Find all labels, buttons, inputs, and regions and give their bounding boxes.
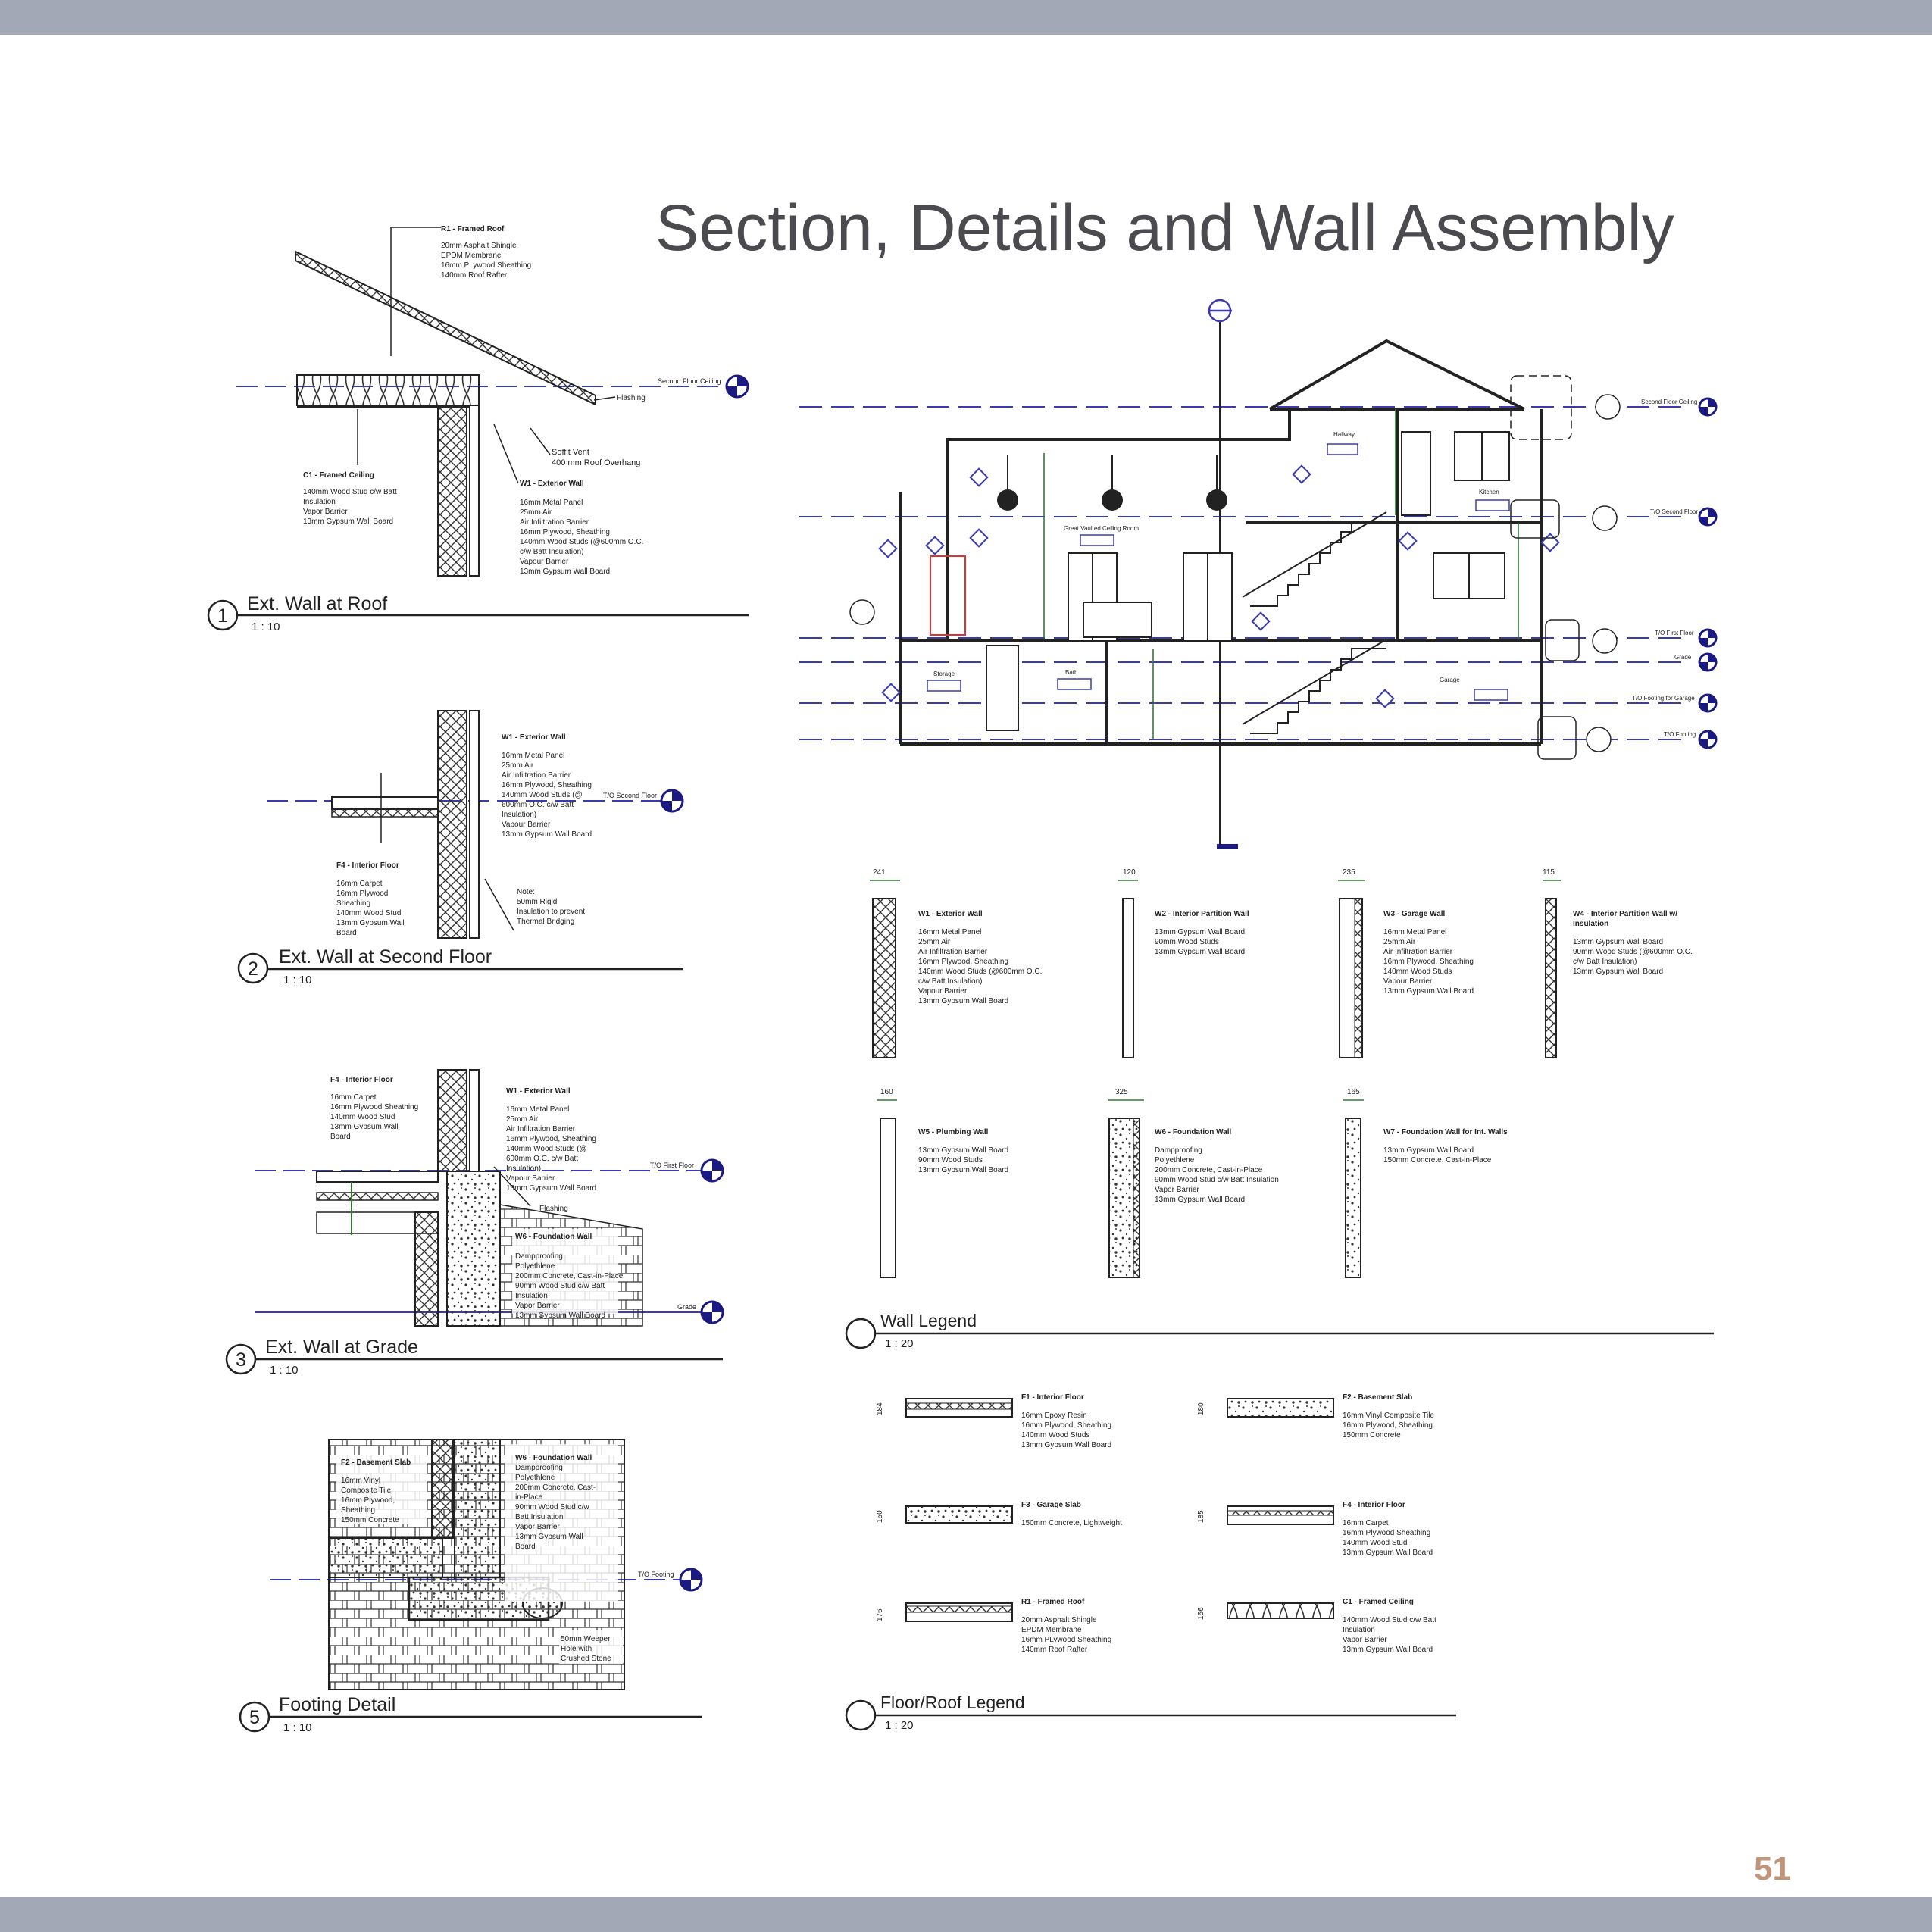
exterior-wall-section <box>438 1070 467 1171</box>
svg-text:T/O Footing: T/O Footing <box>1664 731 1696 738</box>
svg-text:F4 - Interior Floor 16: F4 - Interior Floor 16mm Carpet 16mm Plywood Sheathing 140mm Wood Stud 13mm Gypsum Wall Board <box>1343 1501 1433 1557</box>
svg-text:Kitchen: Kitchen <box>1479 489 1499 496</box>
detail-reference-boxes <box>1511 376 1579 759</box>
slide-title: Section, Details and Wall Assembly <box>655 192 1674 264</box>
detail-title: Footing Detail <box>279 1694 396 1715</box>
floor-f3 <box>876 1501 1122 1527</box>
foundation-wall <box>455 1440 500 1577</box>
level-label: T/O Footing <box>638 1571 674 1578</box>
svg-text:235: 235 <box>1343 868 1355 877</box>
detail-title: Ext. Wall at Grade <box>265 1336 418 1358</box>
svg-text:Great Vaulted Ceiling Room: Great Vaulted Ceiling Room <box>1064 525 1140 532</box>
svg-text:184: 184 <box>876 1402 884 1415</box>
svg-text:R1 - Framed Roof 20mm: R1 - Framed Roof 20mm Asphalt Shingle EPDM Membrane 16mm PLywood Sheathing 140mm Roof Rafter <box>1021 1598 1112 1654</box>
detail-2-tag <box>239 946 683 986</box>
floor-assembly <box>317 1171 438 1182</box>
callout-flashing: Flashing <box>539 1205 568 1213</box>
wall-legend-tag <box>846 1311 1714 1350</box>
floor-legend-title: Floor/Roof Legend <box>880 1693 1025 1712</box>
detail-number: 5 <box>249 1707 260 1728</box>
wall-w6 <box>1108 1088 1281 1277</box>
detail-1-tag <box>208 593 749 633</box>
svg-text:325: 325 <box>1115 1088 1128 1096</box>
callout-flashing: Flashing <box>617 394 646 402</box>
detail-5-footing <box>240 1440 702 1734</box>
svg-text:W1 - Exterior Wall 16m: W1 - Exterior Wall 16mm Metal Panel 25mm Air Air Infiltration Barrier 16mm Plywood, Sheathing 140mm Wood Studs (@600mm O.C. c/w Batt Insulation) Vapour Barrier 13mm Gypsum Wall Board <box>918 910 1043 1005</box>
note-f4: F4 - Interior Floor 16mm Carpet 16mm Plywood Sheathing 140mm Wood Stud 13mm Gypsum Wall Board <box>330 1076 419 1141</box>
floor-roof-legend <box>846 1393 1456 1732</box>
floor-f4 <box>1197 1501 1433 1557</box>
grade-label: Grade <box>677 1303 697 1311</box>
svg-text:Grade: Grade <box>1674 654 1692 661</box>
section-level-target-icons <box>1699 399 1716 748</box>
detail-number: 2 <box>248 958 258 980</box>
wall-w1 <box>870 868 1044 1058</box>
svg-text:F2 - Basement Slab 16m: F2 - Basement Slab 16mm Vinyl Composite Tile 16mm Plywood, Sheathing 150mm Concrete <box>1343 1393 1434 1440</box>
wall-w7 <box>1343 1088 1509 1277</box>
svg-text:156: 156 <box>1197 1607 1205 1620</box>
svg-text:Hallway: Hallway <box>1333 431 1355 438</box>
bottom-band <box>0 1897 1932 1932</box>
note-f4: F4 - Interior Floor 16mm Carpet 16mm Plywood Sheathing 140mm Wood Stud 13mm Gypsum Wall Board <box>336 861 405 937</box>
level-target-icon <box>702 1160 723 1181</box>
svg-text:115: 115 <box>1543 868 1555 877</box>
detail-scale: 1 : 10 <box>252 621 280 633</box>
level-target-icon <box>727 376 748 397</box>
callout-soffit: Soffit Vent 400 mm Roof Overhang <box>552 448 641 467</box>
detail-scale: 1 : 10 <box>270 1364 299 1377</box>
detail-1-ext-wall-at-roof <box>208 225 750 633</box>
svg-text:185: 185 <box>1197 1510 1205 1523</box>
floor-assembly <box>332 797 438 809</box>
svg-text:Second Floor Ceiling: Second Floor Ceiling <box>1641 399 1698 405</box>
roof-r1 <box>876 1598 1114 1654</box>
wall-w2 <box>1118 868 1251 1058</box>
note-w1: W1 - Exterior Wall 16mm Metal Panel 25mm Air Air Infiltration Barrier 16mm Plywood, Sheathing 140mm Wood Studs (@600mm O.C. c/w Batt Insulation) Vapour Barrier 13mm Gypsum Wall Board <box>520 480 644 576</box>
detail-title: Ext. Wall at Roof <box>247 593 388 614</box>
floor-legend-tag <box>846 1693 1456 1732</box>
svg-text:W3 - Garage Wall 16mm: W3 - Garage Wall 16mm Metal Panel 25mm Air Air Infiltration Barrier 16mm Plywood, Sheathing 140mm Wood Studs Vapour Barrier 13mm Gypsum Wall Board <box>1383 910 1474 996</box>
svg-text:165: 165 <box>1347 1088 1360 1096</box>
detail-3-tag <box>227 1336 723 1377</box>
level-target-icon <box>661 790 683 811</box>
page-number: 51 <box>1754 1850 1791 1887</box>
floor-f2 <box>1197 1393 1436 1440</box>
section-level-labels <box>1632 399 1698 738</box>
pendant-light-icons <box>997 455 1227 511</box>
basement-slab <box>329 1538 442 1577</box>
svg-text:160: 160 <box>880 1088 893 1096</box>
svg-text:Bath: Bath <box>1065 669 1078 676</box>
level-target-icon <box>680 1569 702 1590</box>
svg-text:T/O Footing for Garage: T/O Footing for Garage <box>1632 695 1695 702</box>
note-w6-block <box>512 1229 625 1320</box>
note-c1: C1 - Framed Ceiling 140mm Wood Stud c/w Batt Insulation Vapor Barrier 13mm Gypsum Wall Board <box>303 471 397 526</box>
svg-text:W5 - Plumbing Wall 13m: W5 - Plumbing Wall 13mm Gypsum Wall Board 90mm Wood Studs 13mm Gypsum Wall Board <box>918 1128 1009 1174</box>
ceiling-c1 <box>1197 1598 1439 1654</box>
svg-text:W6 - Foundation Wall D: W6 - Foundation Wall Dampproofing Polyethlene 200mm Concrete, Cast-in-Place 90mm Wood Stud c/w Batt Insulation Vapor Barrier 13mm Gypsum Wall Board <box>1155 1128 1279 1204</box>
svg-text:Storage: Storage <box>933 671 955 677</box>
floor-legend-scale: 1 : 20 <box>885 1719 914 1732</box>
detail-number: 1 <box>217 605 228 627</box>
note-thermal: Note: 50mm Rigid Insulation to prevent Thermal Bridging <box>517 888 586 926</box>
svg-text:150: 150 <box>876 1510 884 1523</box>
svg-text:180: 180 <box>1197 1402 1205 1415</box>
note-w1: W1 - Exterior Wall 16mm Metal Panel 25mm Air Air Infiltration Barrier 16mm Plywood, Sheathing 140mm Wood Studs (@ 600mm O.C. c/w Batt Insulation) Vapour Barrier 13mm Gypsum Wall Board <box>506 1087 597 1193</box>
svg-text:F1 - Interior Floor 16: F1 - Interior Floor 16mm Epoxy Resin 16mm Plywood, Sheathing 140mm Wood Studs 13mm Gypsum Wall Board <box>1021 1393 1112 1449</box>
svg-text:120: 120 <box>1123 868 1136 877</box>
note-f2: F2 - Basement Slab 16mm Vinyl Composite Tile 16mm Plywood, Sheathing 150mm Concrete <box>341 1458 411 1524</box>
detail-scale: 1 : 10 <box>283 974 312 986</box>
svg-text:T/O First Floor: T/O First Floor <box>1655 630 1694 636</box>
svg-text:W7 - Foundation Wall for Int.: W7 - Foundation Wall for Int. Walls 13mm Gypsum Wall Board 150mm Concrete, Cast-in-Place <box>1383 1128 1508 1165</box>
detail-5-tag <box>240 1694 702 1734</box>
detail-2-ext-wall-at-second-floor <box>239 711 683 986</box>
svg-text:W6 - Foundation Wall D: W6 - Foundation Wall Dampproofing Polyethlene 200mm Concrete, Cast-in-Place 90mm Wood Stud c/w Batt Insulation Vapor Barrier 13mm Gypsum Wall Board <box>515 1233 624 1320</box>
note-r1: R1 - Framed Roof 20mm Asphalt Shingle EPDM Membrane 16mm PLywood Sheathing 140mm Roof Rafter <box>441 225 532 280</box>
detail-title: Ext. Wall at Second Floor <box>279 946 492 968</box>
grade-target-icon <box>702 1302 723 1323</box>
wall-legend <box>846 868 1714 1350</box>
detail-scale: 1 : 10 <box>283 1721 312 1734</box>
detail-number: 3 <box>236 1349 246 1371</box>
callout-weeper: 50mm Weeper Hole with Crushed Stone <box>561 1635 611 1663</box>
svg-text:W2 - Interior Partition Wall: W2 - Interior Partition Wall 13mm Gypsum Wall Board 90mm Wood Studs 13mm Gypsum Wall Board <box>1155 910 1249 956</box>
wall-w4 <box>1543 868 1695 1058</box>
wall-legend-scale: 1 : 20 <box>885 1337 914 1350</box>
svg-text:W4 - Interior Partition Wall w: W4 - Interior Partition Wall w/ Insulation 13mm Gypsum Wall Board 90mm Wood Studs (@600mm O.C. c/w Batt Insulation) 13mm Gypsum Wall Board <box>1573 910 1693 976</box>
floor-f1 <box>876 1393 1114 1449</box>
ceiling-insulation <box>297 375 479 405</box>
svg-text:T/O Second Floor: T/O Second Floor <box>1650 508 1699 515</box>
svg-text:Garage: Garage <box>1440 677 1460 683</box>
wall-legend-title: Wall Legend <box>880 1311 977 1330</box>
svg-text:F3 - Garage Slab 150mm: F3 - Garage Slab 150mm Concrete, Lightweight <box>1021 1501 1122 1527</box>
svg-text:176: 176 <box>876 1608 884 1621</box>
level-label: Second Floor Ceiling <box>658 377 721 385</box>
note-w1: W1 - Exterior Wall 16mm Metal Panel 25mm Air Air Infiltration Barrier 16mm Plywood, Sheathing 140mm Wood Studs (@ 600mm O.C. c/w Batt Insulation) Vapour Barrier 13mm Gypsum Wall Board <box>502 733 592 839</box>
detail-3-ext-wall-at-grade <box>227 1070 723 1377</box>
exterior-wall-section <box>438 711 467 938</box>
level-label: T/O Second Floor <box>603 792 658 799</box>
svg-text:241: 241 <box>873 868 886 877</box>
exterior-wall-section <box>438 405 467 576</box>
foundation-wall <box>447 1171 500 1326</box>
building-section <box>799 300 1716 849</box>
note-w6: W6 - Foundation Wall Dampproofing Polyethlene 200mm Concrete, Cast- in-Place 90mm Wood Stud c/w Batt Insulation Vapor Barrier 13mm Gypsum Wall Board <box>515 1454 596 1551</box>
wall-w3 <box>1338 868 1476 1058</box>
svg-text:C1 - Framed Ceiling 14: C1 - Framed Ceiling 140mm Wood Stud c/w Batt Insulation Vapor Barrier 13mm Gypsum Wall Board <box>1343 1598 1436 1654</box>
level-label: T/O First Floor <box>650 1161 694 1169</box>
wall-w5 <box>877 1088 1011 1277</box>
